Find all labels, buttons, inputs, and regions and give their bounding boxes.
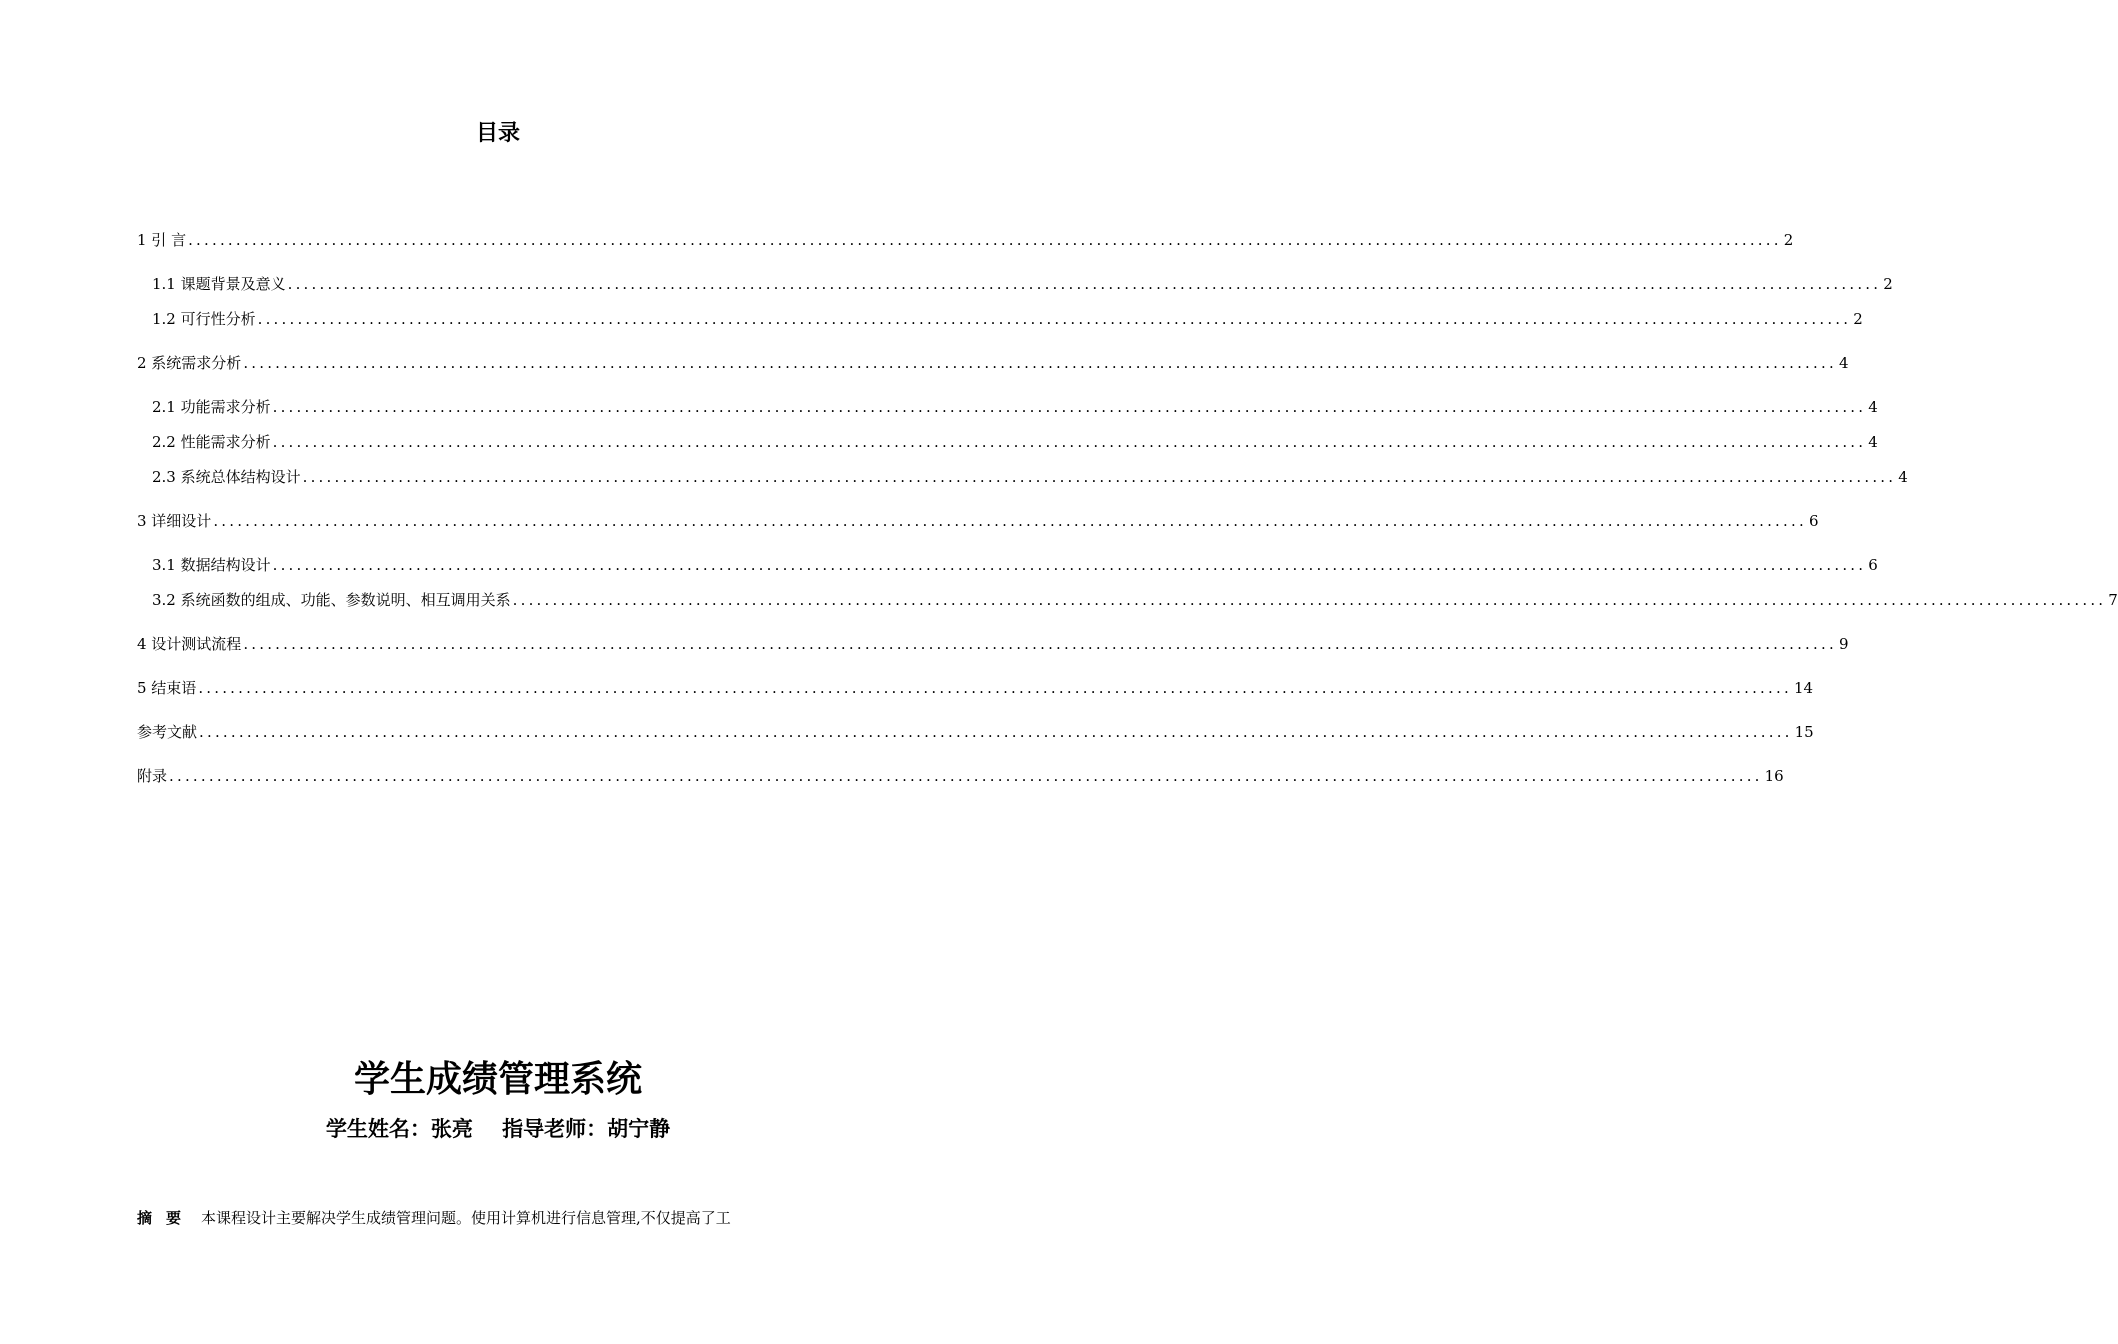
toc-entry-label: 1 引 言 (137, 231, 187, 249)
toc-entry[interactable] (137, 719, 1814, 745)
toc-entry-label: 2.2 性能需求分析 (152, 433, 271, 451)
toc-leader-dots: ........................................................................................................................................................................................................ (257, 310, 1852, 328)
toc-entry-page-number: 4 (1898, 468, 1908, 486)
toc-entry-label: 3.1 数据结构设计 (152, 556, 271, 574)
toc-entry[interactable] (137, 350, 1849, 376)
toc-title: 目录 (475, 121, 520, 146)
toc-entry-label: 4 设计测试流程 (137, 635, 242, 653)
toc-entry-label: 2.3 系统总体结构设计 (152, 468, 301, 486)
toc-entry-page-number: 9 (1838, 635, 1849, 653)
toc-entry-page-number: 6 (1868, 556, 1878, 574)
toc-leader-dots: ........................................................................................................................................................................................................ (272, 556, 1867, 574)
toc-entry-label: 2.1 功能需求分析 (152, 398, 271, 416)
toc-entry[interactable] (137, 394, 1878, 420)
toc-entry[interactable] (137, 552, 1878, 578)
toc-leader-dots: ........................................................................................................................................................................................................ (287, 275, 1882, 293)
document-title: 学生成绩管理系统 (353, 1059, 642, 1100)
toc-leader-dots: ........................................................................................................................................................................................................ (213, 512, 1807, 530)
toc-entry-label: 3.2 系统函数的组成、功能、参数说明、相互调用关系 (152, 591, 511, 609)
abstract-text: 本课程设计主要解决学生成绩管理问题。使用计算机进行信息管理,不仅提高了工 (201, 1209, 731, 1227)
toc-entry[interactable] (137, 271, 1893, 297)
toc-leader-dots: ........................................................................................................................................................................................................ (512, 591, 2107, 609)
table-of-contents (137, 227, 2118, 789)
toc-entry-page-number: 4 (1838, 354, 1849, 372)
toc-leader-dots: ........................................................................................................................................................................................................ (243, 354, 1837, 372)
toc-entry[interactable] (137, 429, 1878, 455)
toc-leader-dots: ........................................................................................................................................................................................................ (198, 679, 1792, 697)
toc-entry[interactable] (137, 587, 2118, 613)
toc-leader-dots: ........................................................................................................................................................................................................ (302, 468, 1897, 486)
toc-entry-page-number: 14 (1793, 679, 1814, 697)
toc-leader-dots: ........................................................................................................................................................................................................ (272, 398, 1867, 416)
abstract-label: 摘要 (137, 1209, 196, 1227)
toc-entry-page-number: 2 (1783, 231, 1794, 249)
toc-entry[interactable] (137, 763, 1784, 789)
toc-entry-page-number: 6 (1808, 512, 1819, 530)
toc-entry-page-number: 15 (1794, 723, 1814, 741)
toc-entry[interactable] (137, 675, 1814, 701)
toc-entry-page-number: 2 (1853, 310, 1863, 328)
toc-entry-label: 1.2 可行性分析 (152, 310, 256, 328)
toc-leader-dots: ........................................................................................................................................................................................................ (199, 723, 1793, 741)
toc-entry-label: 3 详细设计 (137, 512, 212, 530)
toc-entry[interactable] (137, 631, 1849, 657)
toc-leader-dots: ........................................................................................................................................................................................................ (169, 767, 1763, 785)
toc-entry-page-number: 4 (1868, 433, 1878, 451)
toc-entry-label: 1.1 课题背景及意义 (152, 275, 286, 293)
toc-entry[interactable] (137, 464, 1908, 490)
toc-entry-page-number: 7 (2108, 591, 2118, 609)
abstract-paragraph (137, 1205, 859, 1231)
toc-entry[interactable] (137, 306, 1863, 332)
toc-entry-page-number: 2 (1883, 275, 1893, 293)
toc-entry-page-number: 4 (1868, 398, 1878, 416)
toc-leader-dots: ........................................................................................................................................................................................................ (188, 231, 1782, 249)
toc-entry-label: 附录 (137, 767, 168, 785)
toc-leader-dots: ........................................................................................................................................................................................................ (243, 635, 1837, 653)
toc-entry[interactable] (137, 227, 1794, 253)
toc-entry[interactable] (137, 508, 1819, 534)
toc-entry-label: 2 系统需求分析 (137, 354, 242, 372)
toc-entry-label: 参考文献 (137, 723, 198, 741)
author-advisor-line: 学生姓名：张亮 指导老师：胡宁静 (325, 1117, 671, 1141)
toc-leader-dots: ........................................................................................................................................................................................................ (272, 433, 1867, 451)
toc-entry-label: 5 结束语 (137, 679, 197, 697)
toc-entry-page-number: 16 (1764, 767, 1784, 785)
